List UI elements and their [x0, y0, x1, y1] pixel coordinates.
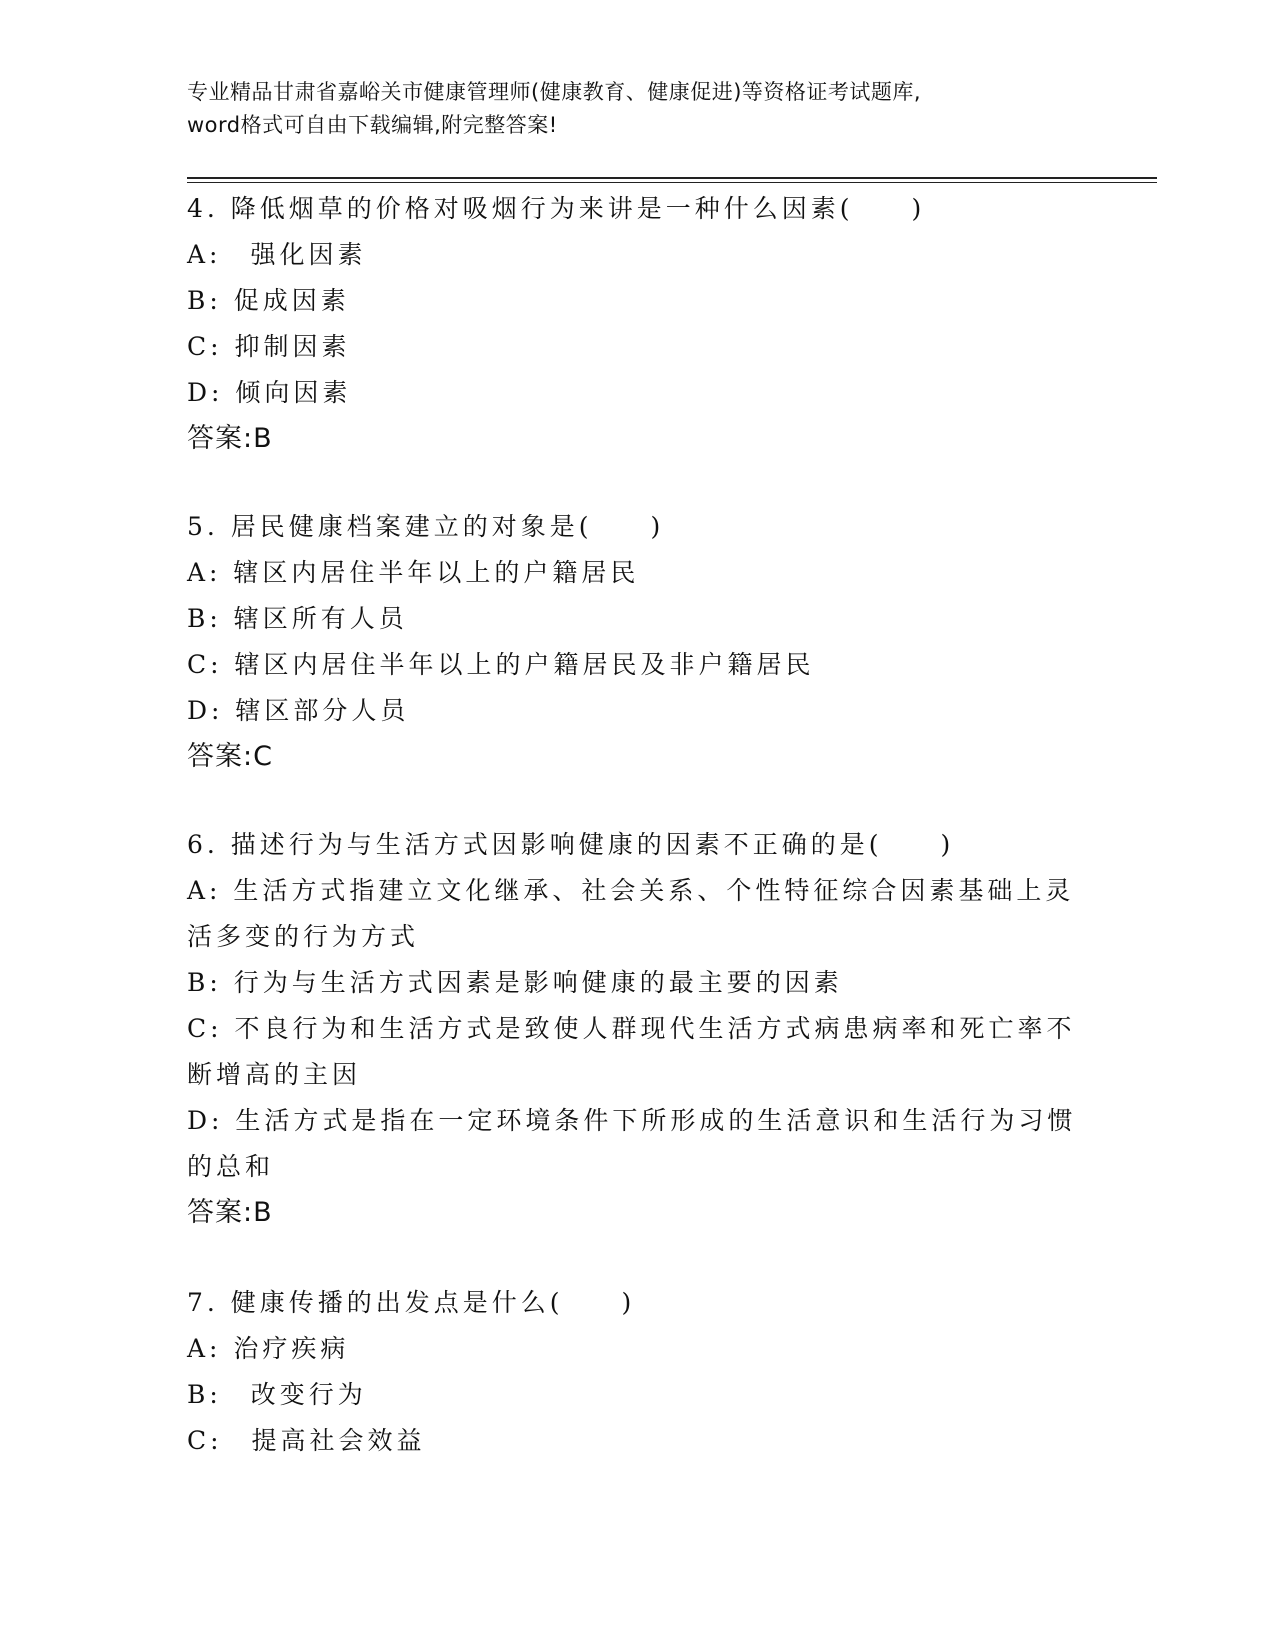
question-7	[187, 1280, 1087, 1464]
option-c: C: 抑制因素	[187, 332, 351, 361]
header-divider-thick	[187, 177, 1157, 179]
option-b: B: 行为与生活方式因素是影响健康的最主要的因素	[187, 968, 843, 997]
option-a: A: 辖区内居住半年以上的户籍居民	[187, 558, 640, 587]
option-c: C: 提高社会效益	[187, 1426, 426, 1455]
question-stem: 6. 描述行为与生活方式因影响健康的因素不正确的是( )	[187, 830, 955, 859]
option-d: D: 倾向因素	[187, 378, 352, 407]
option-c: C: 辖区内居住半年以上的户籍居民及非户籍居民	[187, 650, 815, 679]
question-stem: 4. 降低烟草的价格对吸烟行为来讲是一种什么因素( )	[187, 194, 926, 223]
option-a: A: 生活方式指建立文化继承、社会关系、个性特征综合因素基础上灵活多变的行为方式	[187, 876, 1075, 951]
option-a: A: 治疗疾病	[187, 1334, 350, 1363]
answer-label: 答案:C	[187, 741, 273, 772]
option-d: D: 生活方式是指在一定环境条件下所形成的生活意识和生活行为习惯的总和	[187, 1106, 1077, 1181]
question-6	[187, 822, 1087, 1236]
document-header	[187, 76, 1087, 142]
answer-label: 答案:B	[187, 1197, 273, 1228]
header-line-2: word格式可自由下载编辑,附完整答案!	[187, 113, 558, 137]
option-b: B: 辖区所有人员	[187, 604, 408, 633]
question-4	[187, 186, 1087, 462]
question-stem: 5. 居民健康档案建立的对象是( )	[187, 512, 665, 541]
option-d: D: 辖区部分人员	[187, 696, 410, 725]
answer-label: 答案:B	[187, 423, 273, 454]
option-b: B: 促成因素	[187, 286, 350, 315]
question-5	[187, 504, 1087, 780]
option-c: C: 不良行为和生活方式是致使人群现代生活方式病患病率和死亡率不断增高的主因	[187, 1014, 1076, 1089]
option-b: B: 改变行为	[187, 1380, 367, 1409]
header-line-1: 专业精品甘肃省嘉峪关市健康管理师(健康教育、健康促进)等资格证考试题库,	[187, 80, 922, 104]
option-a: A: 强化因素	[187, 240, 367, 269]
header-divider-thin	[187, 182, 1157, 183]
question-stem: 7. 健康传播的出发点是什么( )	[187, 1288, 636, 1317]
